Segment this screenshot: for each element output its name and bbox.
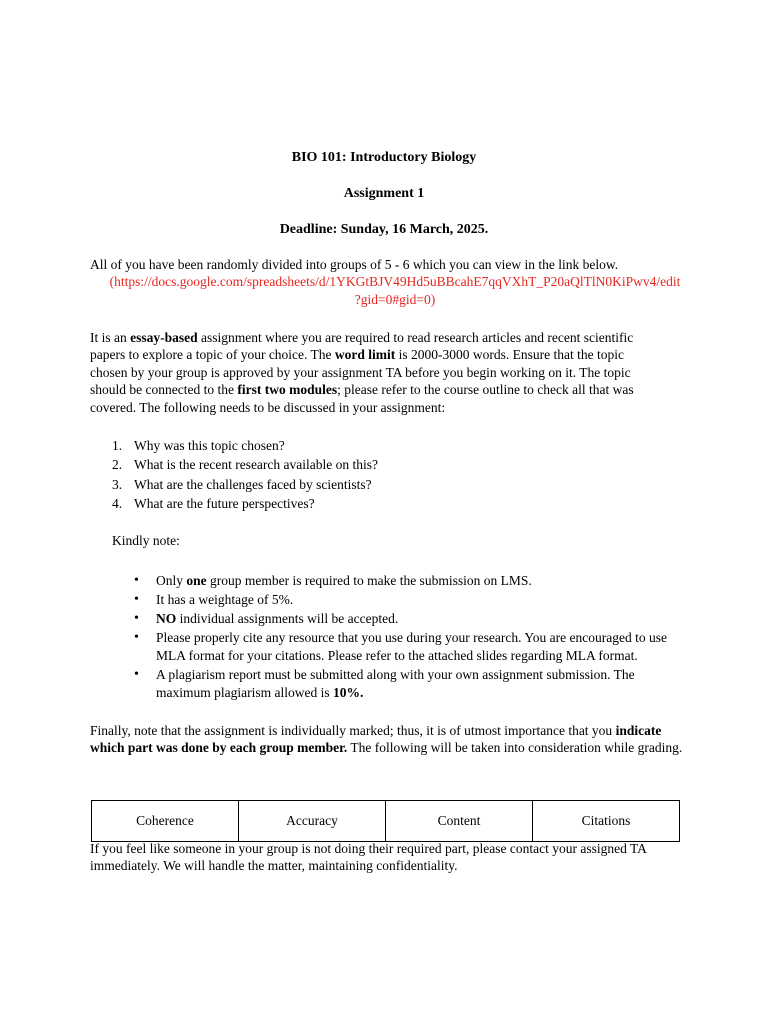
desc-bold-word-limit: word limit <box>334 347 396 363</box>
note-text: A plagiarism report must be submitted along with your own assignment submission. The maximum plagiarism allowed is <box>156 666 635 701</box>
desc-bold-essay: essay-based <box>130 330 198 345</box>
link-line-2[interactable]: ?gid=0#gid=0) <box>354 291 436 307</box>
desc-text-2: assignment where you are required to read research articles and recent scientific papers to explore a topic of your choice. The <box>90 330 634 363</box>
bullet-icon: • <box>134 591 139 607</box>
list-number: 1. <box>112 438 123 453</box>
intro-paragraph <box>90 256 700 308</box>
spreadsheet-link[interactable] <box>90 273 700 308</box>
list-text: Why was this topic chosen? <box>134 438 285 453</box>
list-item <box>112 436 672 455</box>
note-text: group member is required to make the submission on LMS. <box>206 573 532 588</box>
bullet-icon: • <box>134 573 139 588</box>
note-text: It has a weightage of 5%. <box>156 591 294 607</box>
table-row <box>92 801 680 842</box>
deadline: Deadline: Sunday, 16 March, 2025. <box>279 222 489 237</box>
note-text: Only <box>156 573 187 588</box>
finally-bold: indicate which part was done by each group member. <box>90 723 662 756</box>
note-bold: NO <box>156 610 177 626</box>
list-number: 2. <box>112 457 123 473</box>
finally-text-2: The following will be taken into consideration while grading. <box>347 740 683 756</box>
list-item <box>132 591 692 609</box>
list-item <box>112 494 672 513</box>
list-text: What are the future perspectives? <box>134 495 315 511</box>
finally-paragraph <box>90 722 686 757</box>
list-item <box>132 610 692 628</box>
criteria-cell: Accuracy <box>239 801 386 842</box>
desc-bold-modules: first two modules <box>237 382 338 398</box>
assignment-title: Assignment 1 <box>343 186 425 201</box>
list-item <box>112 475 672 494</box>
bullet-icon: • <box>134 610 139 626</box>
closing-paragraph: If you feel like someone in your group is not doing their required part, please contact your assigned TA immediately. We will handle the matter, maintaining confidentiality. <box>90 841 647 874</box>
note-bold: one <box>186 573 207 588</box>
notes-list <box>132 572 692 703</box>
grading-criteria-table <box>91 800 680 842</box>
kindly-note: Kindly note: <box>112 533 180 548</box>
list-item <box>132 666 692 703</box>
list-number: 3. <box>112 476 123 492</box>
link-line-1[interactable]: (https://docs.google.com/spreadsheets/d/1YKGtBJV49Hd5uBBcahE7qqVXhT_P20aQlTlN0KiPwv4/edit <box>109 274 681 290</box>
bullet-icon: • <box>134 666 139 682</box>
list-number: 4. <box>112 495 123 511</box>
intro-text: All of you have been randomly divided into groups of 5 - 6 which you can view in the link below. <box>90 257 619 272</box>
list-item <box>132 572 692 590</box>
finally-text-1: Finally, note that the assignment is individually marked; thus, it is of utmost importance that you <box>90 723 616 738</box>
criteria-cell: Citations <box>533 801 680 842</box>
list-item <box>132 629 692 666</box>
course-title: BIO 101: Introductory Biology <box>291 150 477 165</box>
note-text: individual assignments will be accepted. <box>176 610 399 626</box>
note-bold: 10%. <box>332 685 364 701</box>
desc-text-1: It is an <box>90 330 131 345</box>
questions-list <box>112 436 672 513</box>
list-item <box>112 455 672 474</box>
list-text: What are the challenges faced by scientists? <box>134 476 372 492</box>
description-paragraph <box>90 329 660 416</box>
desc-text-4: ; please refer to the course outline to check all that was covered. The following needs to be discussed in your assignment: <box>90 382 634 415</box>
list-text: What is the recent research available on this? <box>134 457 379 473</box>
desc-text-3: is 2000-3000 words. Ensure that the topic chosen by your group is approved by your assignment TA before you begin working on it. The topic should be connected to the <box>90 347 631 398</box>
criteria-cell: Content <box>386 801 533 842</box>
note-text: Please properly cite any resource that you use during your research. You are encouraged to use MLA format for your citations. Please refer to the attached slides regarding MLA format. <box>156 629 667 663</box>
criteria-cell: Coherence <box>92 801 239 842</box>
bullet-icon: • <box>134 629 139 645</box>
